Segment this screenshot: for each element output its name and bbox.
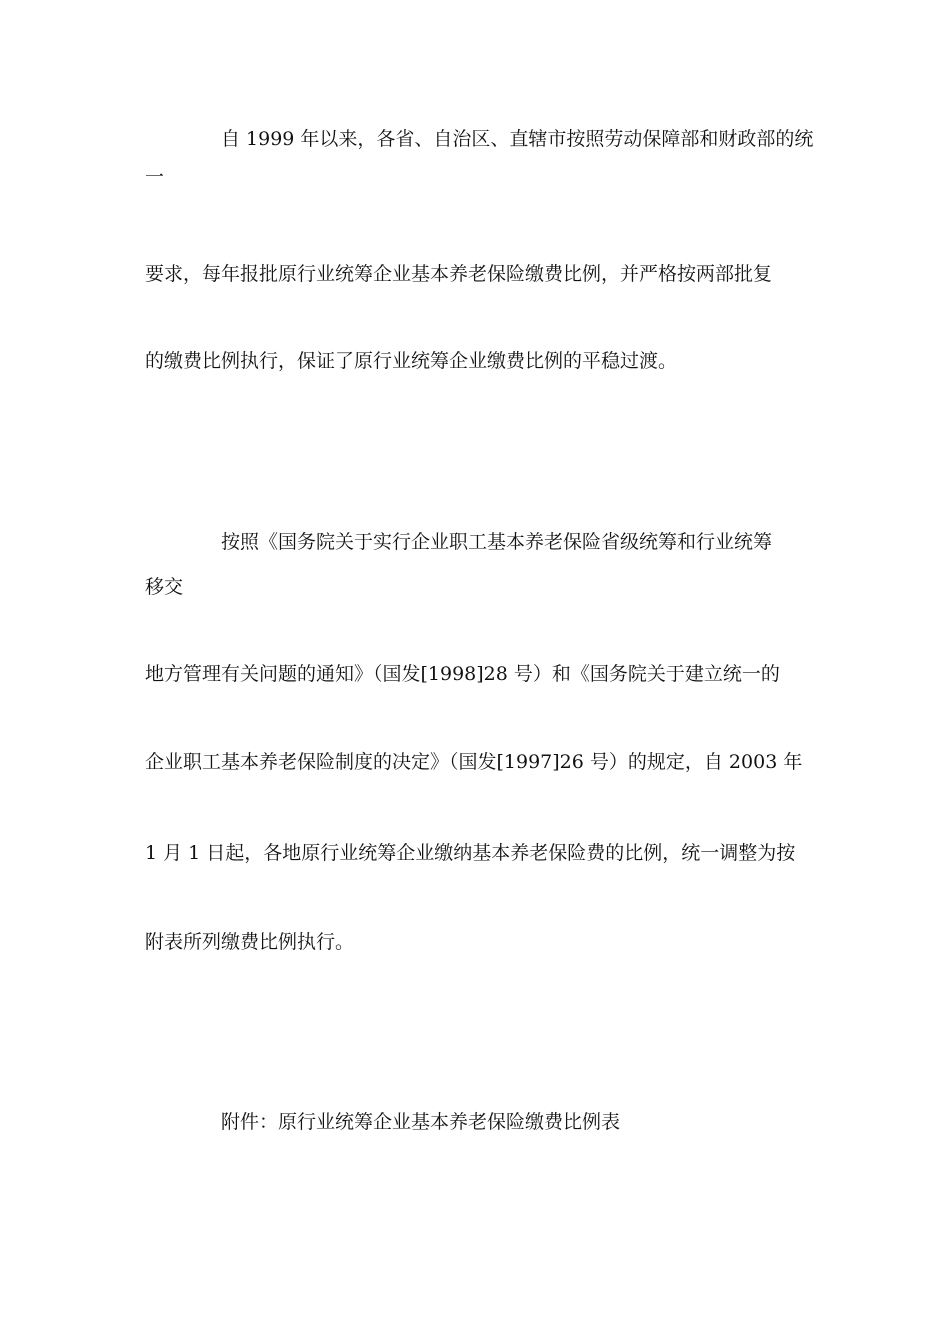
paragraph-2-line-5: 1 月 1 日起，各地原行业统筹企业缴纳基本养老保险费的比例，统一调整为按	[145, 842, 796, 864]
paragraph-2-line-1: 按照《国务院关于实行企业职工基本养老保险省级统筹和行业统筹	[221, 531, 773, 553]
paragraph-1-line-3: 要求，每年报批原行业统筹企业基本养老保险缴费比例，并严格按两部批复	[145, 263, 773, 285]
paragraph-2-line-2: 移交	[145, 576, 184, 598]
paragraph-2-line-4: 企业职工基本养老保险制度的决定》（国发[1997]26 号）的规定，自 2003 年	[145, 751, 803, 773]
paragraph-1-line-1: 自 1999 年以来，各省、自治区、直辖市按照劳动保障部和财政部的统	[221, 128, 814, 150]
paragraph-2-line-6: 附表所列缴费比例执行。	[145, 931, 355, 953]
paragraph-2-line-3: 地方管理有关问题的通知》（国发[1998]28 号）和《国务院关于建立统一的	[145, 663, 780, 685]
attachment-line: 附件：原行业统筹企业基本养老保险缴费比例表	[221, 1111, 621, 1133]
paragraph-1-line-2: 一	[145, 166, 165, 188]
paragraph-1-line-4: 的缴费比例执行，保证了原行业统筹企业缴费比例的平稳过渡。	[145, 350, 678, 372]
